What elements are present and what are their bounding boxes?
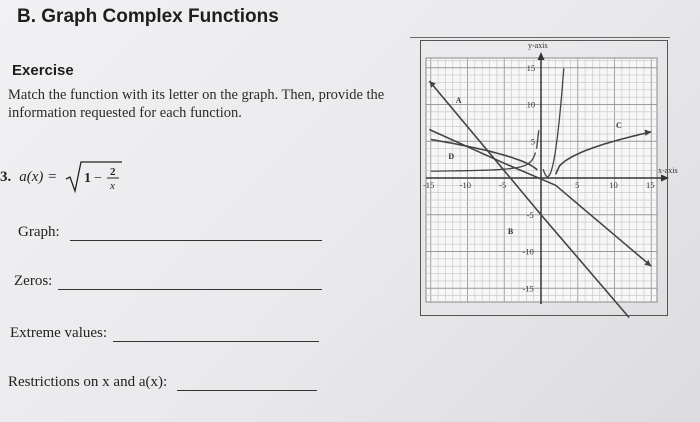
y-axis-arrow [538, 52, 545, 60]
problem-number: 3. [0, 168, 12, 185]
zeros-field-label: Zeros: [14, 273, 53, 289]
exercise-instructions: Match the function with its letter on the graph. Then, provide the information requested for each function. [8, 87, 385, 121]
x-tick-label: -5 [499, 180, 507, 190]
expr-minus: − [94, 171, 103, 186]
exercise-title: Exercise [12, 62, 74, 79]
x-axis-label: x-axis [658, 166, 678, 175]
x-tick-label: -15 [422, 180, 435, 190]
x-tick-label: 15 [646, 180, 655, 190]
expr-denominator: x [110, 180, 116, 192]
expr-one: 1 [84, 171, 92, 186]
y-tick-label: -5 [526, 209, 534, 220]
y-tick-label: 15 [526, 62, 536, 73]
curve-label-a: A [455, 96, 462, 106]
x-tick-label: -10 [459, 180, 472, 190]
restrictions-label: Restrictions on x and a(x): [8, 374, 168, 390]
y-tick-label: -10 [522, 246, 534, 257]
y-tick-label: -15 [522, 283, 534, 294]
curve-label-c: C [615, 121, 622, 131]
y-tick-label: 10 [526, 99, 536, 110]
curve-label-b: B [507, 226, 514, 236]
curve-label-d: D [448, 151, 455, 161]
extreme-values-label: Extreme values: [10, 325, 108, 341]
function-name: a(x) = [19, 168, 58, 185]
expr-numerator: 2 [110, 166, 116, 178]
graph-field-label: Graph: [18, 224, 60, 240]
x-axis-arrow [661, 175, 669, 182]
y-tick-label: 5 [530, 136, 536, 147]
y-axis-label: y-axis [528, 41, 548, 50]
section-heading: B. Graph Complex Functions [17, 6, 279, 27]
x-tick-label: 10 [609, 180, 618, 190]
x-tick-label: 5 [575, 180, 580, 190]
